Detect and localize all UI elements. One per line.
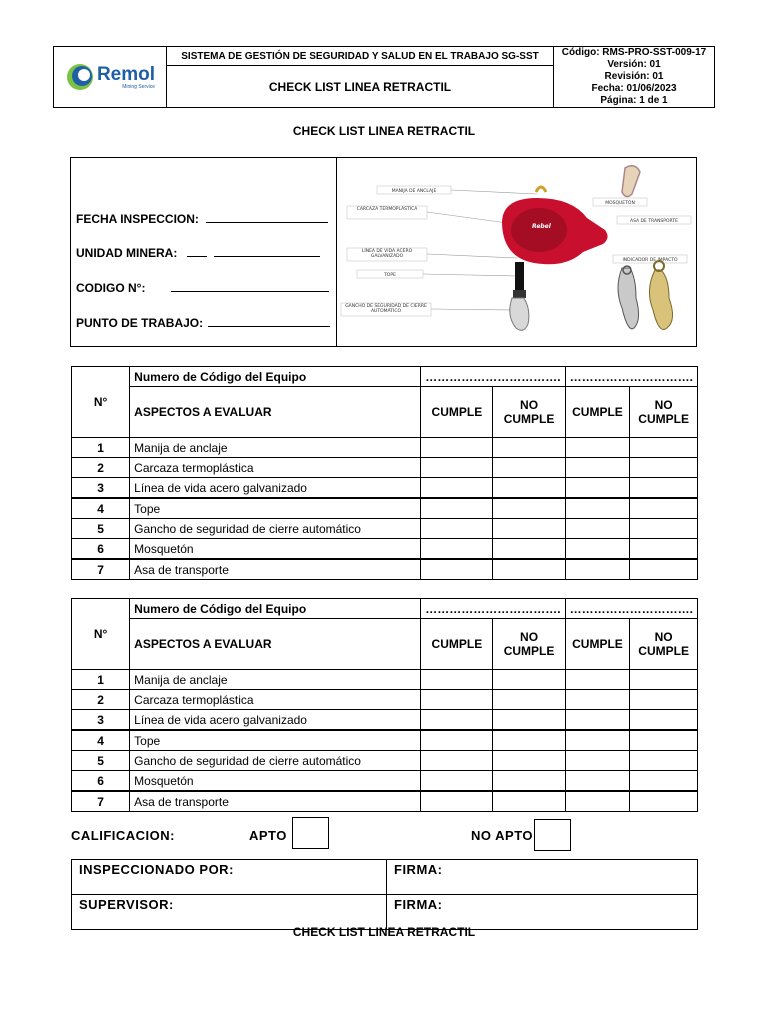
aspect-label: Asa de transporte [130, 791, 421, 812]
doc-page: Página: 1 de 1 [600, 95, 668, 106]
aspect-label: Tope [130, 730, 421, 751]
check-row [72, 751, 698, 771]
firma-supervisor-cell[interactable]: FIRMA: [387, 895, 698, 930]
check-row [72, 438, 698, 458]
apto-checkbox[interactable] [292, 817, 329, 849]
check-row [72, 670, 698, 690]
apto-label: APTO [249, 828, 287, 843]
row-number: 2 [72, 690, 130, 710]
aspect-label: Carcaza termoplástica [130, 690, 421, 710]
system-name: SISTEMA DE GESTIÓN DE SEGURIDAD Y SALUD EN EL TRABAJO SG-SST [167, 47, 554, 66]
cumple-cell-1[interactable] [421, 751, 493, 771]
no-cumple-cell-2[interactable] [630, 478, 698, 499]
aspect-label: Línea de vida acero galvanizado [130, 478, 421, 499]
cumple-cell-1[interactable] [421, 771, 493, 792]
aspect-label: Gancho de seguridad de cierre automático [130, 519, 421, 539]
firma-inspector-cell[interactable]: FIRMA: [387, 860, 698, 895]
cumple-header: CUMPLE [421, 619, 493, 670]
no-cumple-cell-2[interactable] [630, 438, 698, 458]
logo-text: Remol [96, 63, 156, 85]
label-manija: MANIJA DE ANCLAJE [391, 189, 437, 194]
doc-code: Código: RMS-PRO-SST-009-17 [561, 47, 707, 58]
label-gancho: GANCHO DE SEGURIDAD DE CIERRE AUTOMÁTICO [345, 304, 427, 314]
no-cumple-cell-1[interactable] [493, 519, 565, 539]
no-cumple-header: NO CUMPLE [630, 387, 698, 438]
row-number: 1 [72, 438, 130, 458]
no-cumple-header: NO CUMPLE [493, 619, 565, 670]
n-header: N° [72, 599, 130, 670]
document-meta [554, 47, 715, 108]
no-cumple-cell-1[interactable] [493, 690, 565, 710]
row-number: 5 [72, 519, 130, 539]
doc-revision: Revisión: 01 [604, 71, 664, 82]
carabiner-image [622, 166, 640, 197]
no-cumple-header: NO CUMPLE [493, 387, 565, 438]
row-number: 4 [72, 730, 130, 751]
no-cumple-cell-2[interactable] [630, 519, 698, 539]
aspect-label: Tope [130, 498, 421, 519]
cumple-cell-2[interactable] [565, 539, 630, 560]
no-cumple-cell-2[interactable] [630, 771, 698, 792]
check-row [72, 458, 698, 478]
label-linea: LÍNEA DE VIDA ACERO GALVANIZADO [361, 249, 413, 259]
no-cumple-cell-2[interactable] [630, 710, 698, 731]
check-row [72, 771, 698, 792]
cumple-cell-2[interactable] [565, 670, 630, 690]
footer-title: CHECK LIST LINEA RETRACTIL [292, 925, 476, 939]
label-asa: ASA DE TRANSPORTE [630, 219, 678, 224]
label-indicador: INDICADOR DE IMPACTO [622, 258, 678, 263]
cumple-cell-1[interactable] [421, 498, 493, 519]
cumple-cell-2[interactable] [565, 791, 630, 812]
aspects-header: ASPECTOS A EVALUAR [130, 619, 421, 670]
calificacion-label: CALIFICACION: [71, 828, 175, 843]
cumple-header: CUMPLE [421, 387, 493, 438]
codigo-line [171, 281, 329, 292]
no-cumple-header: NO CUMPLE [630, 619, 698, 670]
inspection-info-box [70, 157, 697, 347]
cumple-header: CUMPLE [565, 387, 630, 438]
punto-label: PUNTO DE TRABAJO: [76, 316, 204, 330]
cumple-cell-2[interactable] [565, 498, 630, 519]
cumple-cell-1[interactable] [421, 539, 493, 560]
cumple-cell-2[interactable] [565, 690, 630, 710]
row-number: 6 [72, 771, 130, 792]
cumple-cell-2[interactable] [565, 438, 630, 458]
equipment-code-2[interactable]: …………………………. [565, 599, 697, 619]
signature-table [71, 859, 698, 930]
no-cumple-cell-1[interactable] [493, 670, 565, 690]
company-logo [54, 62, 166, 92]
cumple-cell-2[interactable] [565, 519, 630, 539]
punto-line [208, 316, 330, 327]
no-cumple-cell-1[interactable] [493, 751, 565, 771]
row-number: 4 [72, 498, 130, 519]
cumple-cell-1[interactable] [421, 730, 493, 751]
codigo-label: CODIGO N°: [76, 281, 146, 295]
check-row [72, 559, 698, 580]
punto-trabajo-field[interactable] [76, 316, 330, 330]
label-tope: TOPE [384, 273, 396, 278]
check-table-2 [71, 598, 698, 812]
cumple-cell-2[interactable] [565, 458, 630, 478]
aspect-label: Asa de transporte [130, 559, 421, 580]
row-number: 6 [72, 539, 130, 560]
cumple-cell-1[interactable] [421, 670, 493, 690]
no-cumple-cell-1[interactable] [493, 539, 565, 560]
check-row [72, 539, 698, 560]
header-title: CHECK LIST LINEA RETRACTIL [167, 66, 554, 108]
cumple-cell-1[interactable] [421, 791, 493, 812]
document-header [53, 46, 715, 108]
check-row [72, 710, 698, 731]
aspects-header: ASPECTOS A EVALUAR [130, 387, 421, 438]
logo-subtext: Mining Service [122, 83, 156, 90]
row-number: 7 [72, 559, 130, 580]
no-cumple-cell-1[interactable] [493, 498, 565, 519]
unidad-label: UNIDAD MINERA: [76, 246, 178, 260]
cumple-cell-1[interactable] [421, 438, 493, 458]
unidad-line-1 [187, 246, 207, 257]
no-cumple-cell-1[interactable] [493, 771, 565, 792]
check-row [72, 791, 698, 812]
aspect-label: Carcaza termoplástica [130, 458, 421, 478]
no-apto-checkbox[interactable] [534, 819, 571, 851]
doc-version: Versión: 01 [607, 59, 661, 70]
no-cumple-cell-2[interactable] [630, 539, 698, 560]
document-title: CHECK LIST LINEA RETRACTIL [292, 124, 476, 138]
equipment-code-1[interactable]: ……………………………. [421, 599, 565, 619]
equipment-code-1[interactable]: ……………………………. [421, 367, 565, 387]
no-cumple-cell-2[interactable] [630, 458, 698, 478]
cumple-cell-2[interactable] [565, 478, 630, 499]
cumple-cell-1[interactable] [421, 458, 493, 478]
check-row [72, 498, 698, 519]
no-cumple-cell-2[interactable] [630, 751, 698, 771]
cumple-header: CUMPLE [565, 619, 630, 670]
no-cumple-cell-2[interactable] [630, 730, 698, 751]
inspection-fields [71, 158, 337, 346]
unidad-line-2 [214, 246, 320, 257]
cumple-cell-1[interactable] [421, 478, 493, 499]
no-cumple-cell-1[interactable] [493, 730, 565, 751]
aspect-label: Manija de anclaje [130, 438, 421, 458]
aspect-label: Gancho de seguridad de cierre automático [130, 751, 421, 771]
doc-date: Fecha: 01/06/2023 [591, 83, 677, 94]
cumple-cell-1[interactable] [421, 710, 493, 731]
aspect-label: Mosquetón [130, 771, 421, 792]
unidad-minera-field[interactable] [76, 246, 320, 260]
cumple-cell-2[interactable] [565, 710, 630, 731]
aspect-label: Manija de anclaje [130, 670, 421, 690]
fecha-line [206, 212, 328, 223]
no-apto-label: NO APTO [471, 828, 534, 843]
check-table-1 [71, 366, 698, 580]
check-rows-2 [72, 670, 698, 812]
equipment-code-2[interactable]: …………………………. [565, 367, 697, 387]
check-row [72, 730, 698, 751]
no-cumple-cell-1[interactable] [493, 438, 565, 458]
device-brand: Rebel [532, 223, 551, 230]
supervisor-cell[interactable]: SUPERVISOR: [72, 895, 387, 930]
impact-indicator-image [618, 261, 673, 330]
equipment-code-header: Numero de Código del Equipo [130, 367, 421, 387]
no-cumple-cell-2[interactable] [630, 498, 698, 519]
cumple-cell-2[interactable] [565, 730, 630, 751]
check-row [72, 690, 698, 710]
row-number: 2 [72, 458, 130, 478]
cumple-cell-1[interactable] [421, 519, 493, 539]
equipment-code-header: Numero de Código del Equipo [130, 599, 421, 619]
cumple-cell-2[interactable] [565, 771, 630, 792]
no-cumple-cell-1[interactable] [493, 478, 565, 499]
check-row [72, 519, 698, 539]
fecha-inspeccion-field[interactable] [76, 212, 328, 226]
retractable-line-diagram [337, 158, 697, 346]
codigo-field[interactable] [76, 281, 329, 295]
no-cumple-cell-2[interactable] [630, 559, 698, 580]
row-number: 5 [72, 751, 130, 771]
inspeccionado-por-cell[interactable]: INSPECCIONADO POR: [72, 860, 387, 895]
n-header: N° [72, 367, 130, 438]
label-carcaza: CARCAZA TERMOPLÁSTICA [356, 207, 418, 212]
no-cumple-cell-2[interactable] [630, 690, 698, 710]
no-cumple-cell-2[interactable] [630, 791, 698, 812]
aspect-label: Línea de vida acero galvanizado [130, 710, 421, 731]
no-cumple-cell-2[interactable] [630, 670, 698, 690]
no-cumple-cell-1[interactable] [493, 710, 565, 731]
logo-cell [54, 47, 167, 108]
cumple-cell-2[interactable] [565, 751, 630, 771]
cumple-cell-1[interactable] [421, 690, 493, 710]
no-cumple-cell-1[interactable] [493, 458, 565, 478]
cumple-cell-2[interactable] [565, 559, 630, 580]
row-number: 1 [72, 670, 130, 690]
label-mosqueton: MOSQUETÓN [605, 201, 635, 206]
logo-icon [65, 62, 95, 92]
retractable-device-image [502, 187, 608, 330]
row-number: 3 [72, 478, 130, 499]
aspect-label: Mosquetón [130, 539, 421, 560]
row-number: 3 [72, 710, 130, 731]
cumple-cell-1[interactable] [421, 559, 493, 580]
no-cumple-cell-1[interactable] [493, 791, 565, 812]
fecha-label: FECHA INSPECCION: [76, 212, 199, 226]
check-row [72, 478, 698, 499]
no-cumple-cell-1[interactable] [493, 559, 565, 580]
row-number: 7 [72, 791, 130, 812]
check-rows-1 [72, 438, 698, 580]
